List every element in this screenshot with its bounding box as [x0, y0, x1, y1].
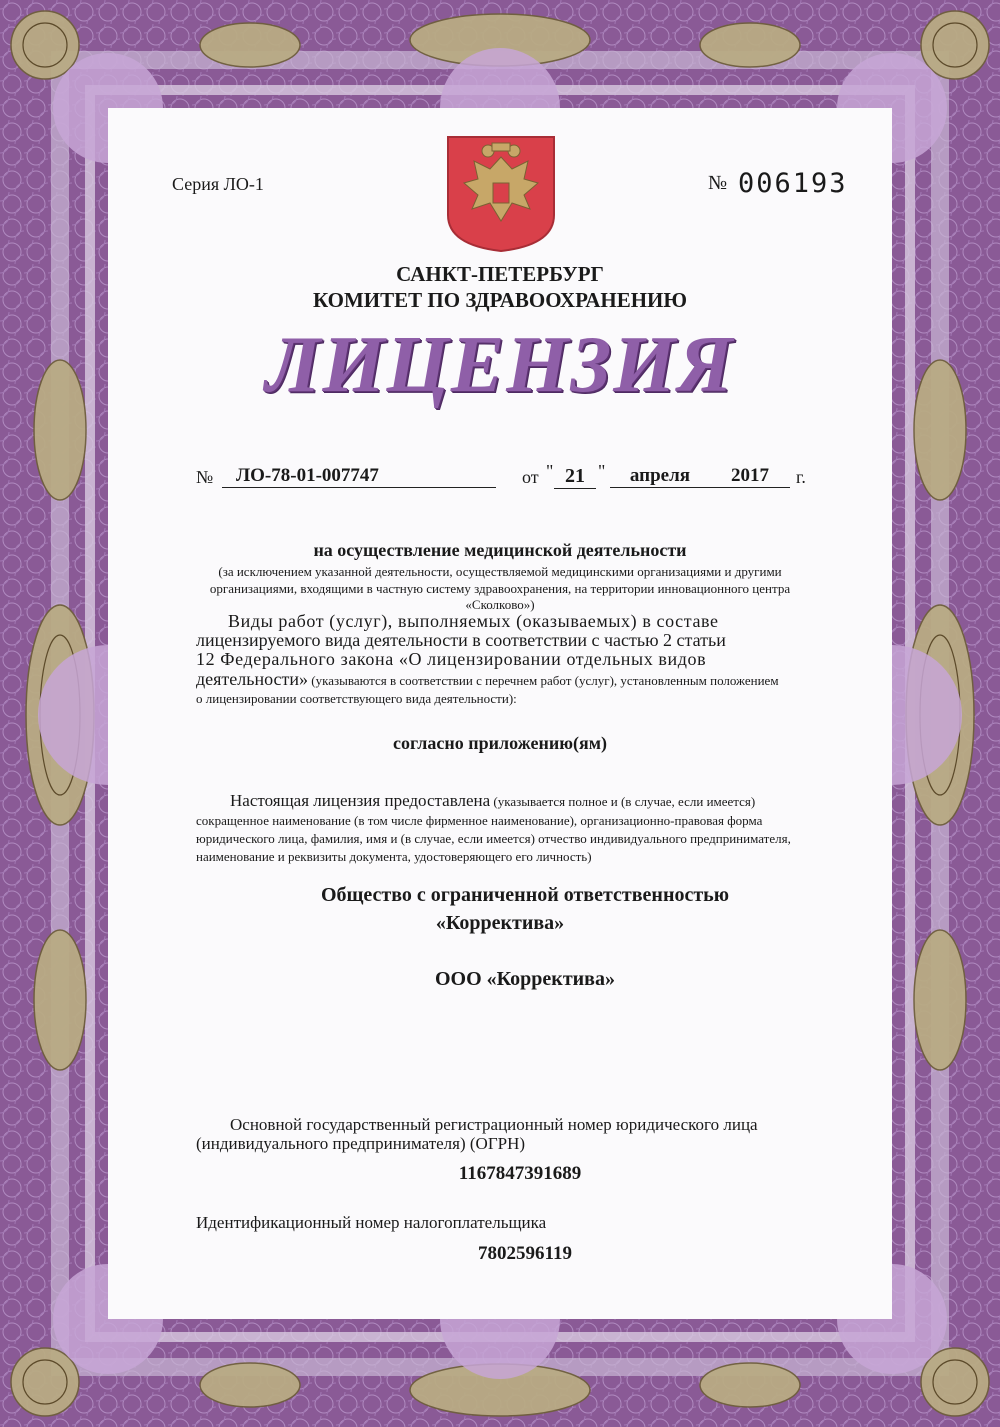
committee: КОМИТЕТ ПО ЗДРАВООХРАНЕНИЮ — [312, 288, 688, 312]
ogrn-label-line1: Основной государственный регистрационный номер юридического лица — [230, 1115, 758, 1134]
license-year: 2017 — [710, 465, 790, 488]
blank-number: 006193 — [738, 168, 848, 199]
activity-note-line1: (за исключением указанной деятельности, осуществляемой медицинскими организациями и другими — [218, 564, 782, 579]
series-label: Серия ЛО-1 — [172, 174, 264, 194]
works-line1: Виды работ (услуг), выполняемых (оказываемых) в составе — [228, 611, 719, 631]
granted-line3: юридического лица, фамилия, имя и (в случае, если имеется) отчество индивидуального предпринимателя, — [196, 831, 791, 846]
works-line4-bold: деятельности» — [196, 669, 309, 689]
activity-heading: на осуществление медицинской деятельности — [313, 540, 687, 560]
city: САНКТ-ПЕТЕРБУРГ — [396, 262, 604, 286]
inn-label: Идентификационный номер налогоплательщика — [196, 1213, 547, 1232]
works-value: согласно приложению(ям) — [393, 733, 607, 753]
activity-note-line2: организациями, входящими в частную систему здравоохранения, на территории инновационного центра — [209, 581, 791, 596]
works-line3: 12 Федерального закона «О лицензировании отдельных видов — [196, 649, 707, 669]
works-line2: лицензируемого вида деятельности в соответствии с частью 2 статьи — [196, 630, 726, 650]
quote-close: " — [598, 461, 606, 481]
license-day: 21 — [554, 465, 596, 489]
coat-of-arms-icon — [446, 135, 556, 253]
license-year-suffix: г. — [796, 467, 806, 487]
granted-lead: Настоящая лицензия предоставлена — [230, 791, 491, 810]
license-number: ЛО-78-01-007747 — [222, 465, 496, 488]
full-name-line2: «Корректива» — [435, 912, 565, 934]
activity-note-line3: «Сколково») — [465, 597, 535, 612]
granted-line4: наименование и реквизиты документа, удостоверяющего его личность) — [196, 849, 592, 864]
blank-number-sign: № — [708, 172, 728, 194]
inn-value: 7802596119 — [478, 1243, 572, 1264]
quote-open: " — [546, 461, 554, 481]
granted-line2: сокращенное наименование (в том числе фирменное наименование), организационно-правовая форма — [196, 813, 763, 828]
license-month: апреля — [610, 465, 710, 488]
short-name: ООО «Корректива» — [435, 968, 615, 990]
granted-line1 — [230, 790, 755, 811]
works-line5: о лицензировании соответствующего вида деятельности): — [196, 691, 517, 706]
granted-lead-small: (указывается полное и (в случае, если имеется) — [490, 794, 756, 809]
ogrn-value: 1167847391689 — [458, 1163, 582, 1184]
works-line4 — [196, 669, 779, 690]
full-name-line1: Общество с ограниченной ответственностью — [320, 884, 730, 906]
document-title: ЛИЦЕНЗИЯ — [265, 321, 735, 409]
ogrn-label-line2: (индивидуального предпринимателя) (ОГРН) — [196, 1134, 526, 1153]
works-line4-small: (указываются в соответствии с перечнем работ (услуг), установленным положением — [308, 673, 779, 688]
license-number-row — [196, 461, 816, 495]
license-from-label: от — [522, 467, 539, 487]
license-number-sign: № — [196, 467, 214, 487]
